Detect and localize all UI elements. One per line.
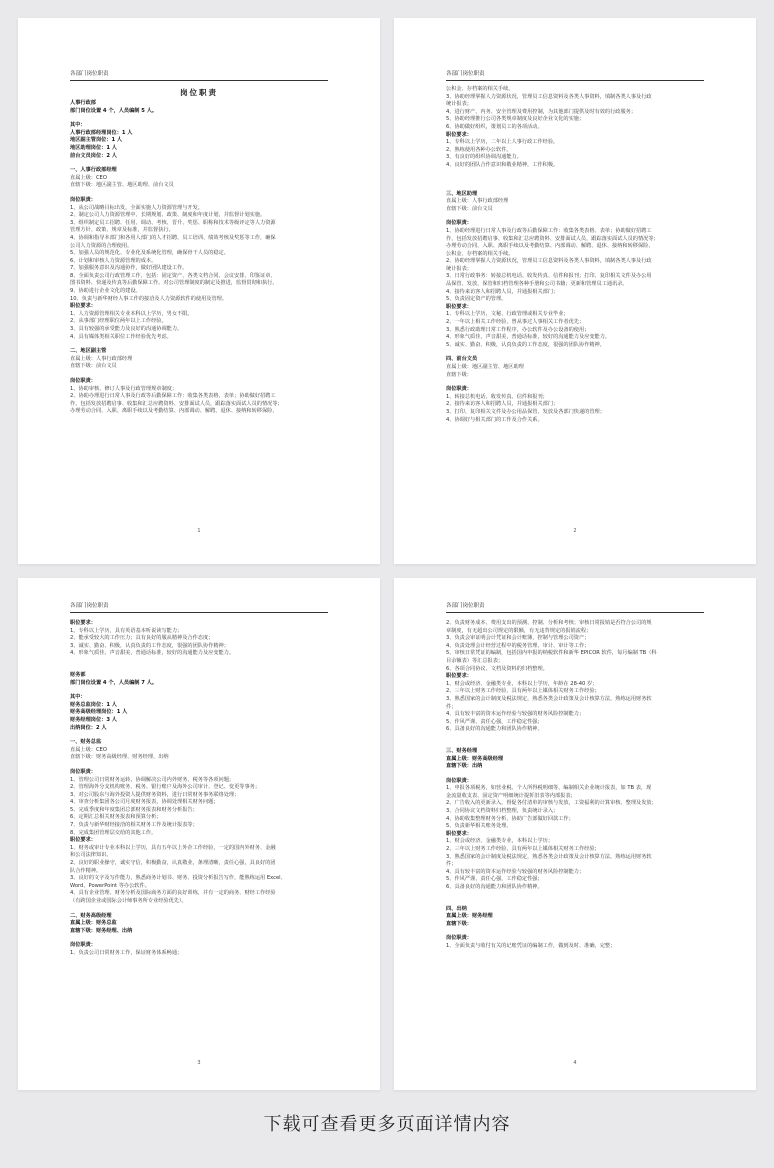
text-line: 4、审查分析集团各公司月度财务报表，协调处理相关财务问题； — [70, 799, 219, 806]
text-line: 1、申报各项税务，如营业税、个人所得税明细等，编制相关企业统计报表，如 TB 表，现 — [446, 785, 652, 792]
text-line: 5、协助经理推行公司各类规章制度及良好企业文化的实施； — [446, 116, 585, 123]
text-line: 6、定期汇总相关财务报表和预算分析； — [70, 814, 162, 821]
spacer — [70, 341, 328, 348]
spacer — [446, 741, 704, 748]
text-line: 5、负责固定资产的管理。 — [446, 296, 507, 303]
section-heading-line: 人事行政部 — [70, 100, 96, 106]
spacer — [446, 899, 704, 906]
section-heading-line: 地区助理岗位：1 人 — [70, 144, 117, 151]
text-line: 2、一年以上相关工作经验，曾从事过人事相关工作者优先； — [446, 319, 585, 326]
section-heading-line: 职位要求： — [70, 837, 96, 844]
text-line: 4、协调和指导本部门和各用人部门的人才招聘、员工培训、绩效考核及奖惩等工作，确保 — [70, 234, 276, 241]
page-header: 各部门岗位职责 — [446, 70, 704, 81]
text-line: 2、能承受较大的工作压力；具有良好的服从精神及合作态度； — [70, 635, 214, 642]
page-body — [446, 86, 704, 424]
text-line: 3、日常行政事务：转接总机电话、收发传真、信件和报刊；打印、复印相关文件及办公用 — [446, 273, 652, 280]
text-line: 统计报表； — [446, 265, 472, 272]
spacer — [70, 906, 328, 913]
section-heading-line: 职位要求： — [446, 830, 472, 837]
spacer — [446, 177, 704, 184]
spacer — [70, 371, 328, 378]
section-heading-line: 直属上级：财务经理 — [446, 913, 493, 920]
spacer — [446, 213, 704, 220]
text-line: 5、诚实、勤奋、积极，认真负责的工作态度，很强的团队协作精神。 — [446, 341, 605, 348]
section-heading-line: 财务部 — [70, 671, 86, 678]
section-heading-line: 岗位职责： — [70, 942, 96, 949]
text-line: 2、从事部门经理职位两年以上工作经验。 — [70, 318, 167, 325]
spacer — [70, 115, 328, 122]
spacer — [446, 184, 704, 191]
section-heading-line: 四、前台文员 — [446, 356, 478, 363]
spacer — [70, 762, 328, 769]
text-line: 公积金、存档案的相关手续。 — [446, 86, 514, 92]
text-line: 直属上级：CEO — [70, 746, 107, 753]
text-line: 直属上级：人事行政部经理 — [70, 355, 133, 362]
section-heading-line: 职位要求： — [70, 303, 96, 310]
document-title: 岗位职责 — [180, 88, 218, 97]
section-heading-line: 岗位职责： — [446, 220, 472, 227]
section-heading-line: 直辖下级：出纳 — [446, 763, 483, 770]
text-line: 直属上级：CEO — [70, 174, 107, 181]
text-line: 1、管理公司日常财务运转，协调解决公司内外财务、税务等各项问题； — [70, 776, 235, 783]
section-heading-line: 直辖下级：财务经理、出纳 — [70, 927, 133, 934]
text-line: 6、各项合同协议、文档及资料的归档整理。 — [446, 665, 548, 672]
text-line: 10、负责与新华财经人事工作的接洽及人力资源软件的使用及管理。 — [70, 295, 228, 302]
text-line: 1、专科以上学历，具有英语基本听说读写能力； — [70, 627, 183, 634]
section-heading-line: 财务经理岗位：3 人 — [70, 716, 117, 723]
spacer — [446, 892, 704, 899]
section-heading-line: 二、财务高级经理 — [70, 912, 112, 919]
section-heading-line: 直属上级：财务总监 — [70, 920, 117, 927]
text-line: 2、管理海外分支机构账务、税务、银行账户及海外公司审计、登记、变更等事务； — [70, 784, 261, 791]
text-line: 直辖下级：财务高级经理、财务经理、出纳 — [70, 754, 169, 761]
document-page-1 — [18, 18, 380, 564]
text-line: 目余额表）等汇总报表； — [446, 657, 504, 664]
text-line: 9、协助进行企业文化的建设。 — [70, 288, 141, 295]
text-line: 金流量收支表、固定资产明细统计提折旧表等内部报表； — [446, 792, 576, 799]
text-line: 8、全面负责公司行政管理工作，包括：固定资产、各类文档合同、会议安排、印鉴证章、 — [70, 272, 276, 279]
text-line: 3、组织制定员工招聘、任用、调动、考核、晋升、奖惩、职称和技术等级评定等人力资源 — [70, 219, 276, 226]
text-line: 5、作风严谨、责任心强，工作稳定性强； — [446, 876, 543, 883]
document-page-4 — [394, 578, 756, 1090]
text-line: 1、协助经理进行日常人事及行政等后勤保障工作：收集各类表格、表单；协助做好招聘工 — [446, 227, 652, 234]
text-line: 直属上级：人事行政部经理 — [446, 198, 509, 205]
text-line: 6、具备良好的沟通能力和团队协作精神。 — [446, 884, 543, 890]
page-body — [446, 620, 704, 951]
spacer — [70, 658, 328, 665]
page-header: 各部门岗位职责 — [446, 602, 704, 613]
text-line: 6、协助做好组织，策划员工的各项活动。 — [446, 123, 543, 130]
text-line: 公司人力资源的合理使用。 — [70, 242, 133, 249]
section-heading-line: 地区副主管岗位：1 人 — [70, 137, 123, 144]
section-heading-line: 其中： — [70, 122, 86, 129]
section-heading-line: 部门岗位设置 4 个，人员编制 5 人。 — [70, 107, 158, 114]
text-line: 件； — [446, 861, 457, 868]
text-line: 5、审核日常凭证的编制，包括国内申报的纳税软件和新华 EPICOR 软件，每月编制 TB（科 — [446, 650, 657, 657]
text-line: 公积金、存档案的相关手续。 — [446, 250, 514, 257]
text-line: 6、具备良好的沟通能力和团队协作精神。 — [446, 726, 543, 733]
page-body — [70, 86, 328, 416]
text-line: 直辖下级：地区副主管、地区助理、前台文员 — [70, 182, 174, 189]
text-line: 4、具有媒体类相关职位工作经验优先考虑。 — [70, 333, 172, 340]
text-line: 件； — [446, 703, 457, 710]
download-more-caption[interactable]: 下载可查看更多页面详情内容 — [263, 1114, 511, 1135]
text-line: 1、专科以上学历，二年以上人事行政工作经验。 — [446, 139, 559, 146]
section-heading-line: 岗位职责： — [70, 378, 96, 384]
text-line: 4、负责处理会计经营过程中的税务管理、审计、审计等工作； — [446, 642, 590, 649]
text-line: 3、负责会审证明会计凭证和会计账簿，控制与管理公司资产； — [446, 635, 590, 642]
section-heading-line: 职位要求： — [446, 673, 472, 680]
text-line: 2、三年以上财务工作经验，具有两年以上媒体相关财务工作经验； — [446, 688, 600, 695]
text-line: 4、协助收集整理财务分析、协助广告部做好回款工作； — [446, 815, 574, 822]
section-heading-line: 职位要求： — [446, 131, 472, 138]
text-line: 管理方针、政策、规章及标准，并监督执行。 — [70, 227, 174, 234]
page-header: 各部门岗位职责 — [70, 602, 328, 613]
section-heading-line: 部门岗位设置 4 个，人员编制 7 人。 — [70, 679, 158, 686]
text-line: 图书资料、快递及传真等后勤保障工作。对公司管理制度的制定及推进，监督贯彻和执行。 — [70, 280, 278, 287]
text-line: 3、具有较强的承受能力及良好的沟通协调能力。 — [70, 326, 183, 333]
spacer — [70, 935, 328, 942]
text-line: 2、熟练使用各种办公软件。 — [446, 146, 512, 153]
section-heading-line: 前台文员岗位：2 人 — [70, 152, 117, 159]
page-number: 1 — [197, 528, 201, 534]
text-line: 6、计划和审核人力资源管理的成本。 — [70, 257, 157, 264]
text-line: 2、协助经理掌握人力资源状况，管理员工信息资料及各类人事资料，填制各类人事及行政 — [446, 258, 652, 265]
spacer — [70, 190, 328, 197]
text-line: 3、良好的文字及写作能力，熟悉商务计划书、财务、投资分析报告写作，能熟练运用 Excel、 — [70, 875, 286, 882]
text-line: Word、PowerPoint 等办公软件。 — [70, 882, 150, 889]
text-line: 4、形象气质佳，声音甜美，普通话标准，较好的沟通能力及应变能力。 — [446, 334, 611, 341]
text-line: 3、协助经理掌握人力资源状况，管理员工信息资料及各类人事资料，填制各类人事及行政 — [446, 93, 652, 100]
section-heading-line: 二、地区副主管 — [70, 348, 107, 355]
section-heading-line: 职位要求： — [446, 303, 472, 310]
text-line: 2、良好的职业操守，诚实守信，积极勤奋，认真敬业，条理清晰，责任心强，具良好的团 — [70, 860, 276, 867]
text-line: 统计报表； — [446, 101, 472, 108]
page-header: 各部门岗位职责 — [70, 70, 328, 81]
section-heading-line: 财务总监岗位：1 人 — [70, 701, 117, 708]
section-heading-line: 直属上级：财务高级经理 — [446, 755, 504, 762]
section-heading-line: 财务高级经理岗位：1 人 — [70, 709, 128, 716]
text-line: 2、负责财务成本、费用支出的预测、控制、分析和考核；审核日常报销是否符合公司的规 — [446, 620, 652, 626]
text-line: 和公司法律知识。 — [70, 852, 112, 859]
section-heading-line: 直辖下级： — [446, 920, 472, 927]
text-line: 3、诚实、勤奋、积极，认真负责的工作态度，很强的团队协作精神； — [70, 642, 229, 649]
section-heading-line: 岗位职责： — [446, 935, 472, 942]
text-line: 直辖下级：前台文员 — [446, 205, 493, 212]
section-heading-line: 人事行政部经理岗位：1 人 — [70, 129, 133, 136]
text-line: 3、有良好的组织协调沟通能力。 — [446, 154, 522, 161]
section-heading-line: 三、地区助理 — [446, 190, 478, 197]
text-line: 作，包括发放招聘启事、收集和汇总应聘资料、安排面试人员，跟踪落实面试人员的情况等； — [70, 400, 283, 407]
section-heading-line: 其中： — [70, 694, 86, 701]
text-line: 2、三年以上财务工作经验，具有两年以上媒体相关财务工作经验； — [446, 846, 600, 853]
text-line: 7、加强服务意识及沟通协作，做好团队建设工作。 — [70, 265, 188, 272]
spacer — [446, 379, 704, 386]
section-heading-line: 出纳岗位：2 人 — [70, 724, 107, 731]
spacer — [70, 732, 328, 739]
text-line: 1、人力资源管理相关专业本科以上学历，男女不限。 — [70, 310, 193, 317]
spacer — [70, 687, 328, 694]
spacer — [446, 734, 704, 741]
text-line: 2、接待来访客人和招聘人员，并通报相关部门； — [446, 401, 559, 408]
section-heading-line: 一、人事行政部经理 — [70, 167, 117, 174]
text-line: 3、熟悉行政助理日常工作程序，办公软件及办公设备的使用； — [446, 326, 590, 333]
text-line: 3、熟悉国家的会计制度及税法规定，熟悉各类会计政策及会计核算方法，熟练运用财务软 — [446, 853, 652, 860]
text-line: 3、对公司股东与海外投资人提供财务资料，进行日常财务事务联络处理； — [70, 791, 240, 798]
text-line: 4、具有企业管理、财务分析及国际商务方面的良好训练，并有一定的商务、财经工作经验 — [70, 890, 276, 897]
text-line: 5、作风严谨、责任心强，工作稳定性强； — [446, 718, 543, 725]
text-line: 1、专科以上学历，文秘、行政管理或相关专业毕业； — [446, 311, 569, 318]
page-number: 3 — [197, 1060, 201, 1066]
text-line: 办理劳动合同、入职、离职手续以及考勤结算、内部调动、解聘、退休、接纳和转移保险、 — [70, 408, 278, 415]
section-heading-line: 岗位职责： — [70, 768, 96, 775]
text-line: 5、加强人员的规范化、专业化及系统化管理，确保骨干人员的稳定。 — [70, 250, 229, 257]
section-heading-line: 岗位职责： — [446, 777, 472, 784]
spacer — [446, 349, 704, 356]
section-heading-line: 岗位职责： — [446, 386, 472, 393]
text-line: （有跨国企业或国际会计师事务所专业经验优先）。 — [70, 898, 187, 904]
text-line: 2、制定公司人力资源管理中、长期规划、政策、制度和年度计划，并监督计划实施。 — [70, 212, 266, 219]
page-number: 4 — [573, 1060, 577, 1066]
section-heading-line: 岗位职责： — [70, 196, 96, 203]
text-line: 8、完成集团管理层交给的其他工作。 — [70, 829, 157, 836]
text-line: 直辖下级：前台文员 — [70, 363, 117, 370]
section-heading-line: 职位要求： — [70, 620, 96, 626]
page-body — [70, 620, 328, 958]
text-line: 1、负责公司日常财务工作，保证财务体系畅通； — [70, 949, 183, 956]
text-line: 队合作精神。 — [70, 867, 102, 874]
text-line: 直属上级：地区副主管、地区助理 — [446, 364, 524, 370]
section-heading-line: 一、财务总监 — [70, 739, 102, 746]
spacer — [446, 170, 704, 177]
text-line: 直辖下级： — [446, 371, 472, 378]
text-line: 5、负责新华相关账务处理。 — [446, 823, 512, 830]
text-line: 4、具有较丰富的资本运作经验与较强的财务风险控制能力； — [446, 711, 585, 718]
text-line: 1、财会或经济、金融类专业，本科以上学历，年龄在 28-40 岁； — [446, 680, 598, 687]
text-line: 品保管、发放、保管和归档管理各种手册和公司书籍；更新和管理员工通讯录。 — [446, 281, 628, 288]
text-line: 4、形象气质佳，声音甜美，普通话标准，较好的沟通能力及应变能力。 — [70, 650, 235, 657]
text-line: 1、从公司战略目标出发，全面实施人力资源管理与开发。 — [70, 204, 203, 211]
text-line: 3、熟悉国家的会计制度及税法规定，熟悉各类会计政策及会计核算方法，熟练运用财务软 — [446, 695, 652, 702]
text-line: 4、良好的团队合作意识和敬业精神，工作积极。 — [446, 161, 559, 168]
spacer — [446, 928, 704, 935]
text-line: 1、财务或审计专业本科以上学历，具有五年以上外企工作经验，一定的国内外财务、金融 — [70, 844, 276, 851]
spacer — [70, 665, 328, 672]
spacer — [446, 771, 704, 778]
section-heading-line: 四、出纳 — [446, 905, 467, 912]
text-line: 2、协助办理进行日常人事及行政等后勤保障工作：收集各类表格、表单；协助做好招聘工 — [70, 393, 276, 400]
text-line: 7、负责与新华财经接洽的相关财务工作及统计报表等； — [70, 822, 198, 829]
text-line: 2、广告收入的更新录入，督促各付清单的审核与发放，工资福利的计算审核、整理及发放； — [446, 800, 657, 807]
text-line: 3、合同协议文档资料归档整理，负责统计录入； — [446, 808, 559, 815]
document-page-2 — [394, 18, 756, 564]
text-line: 办理劳动合同、入职、离职手续以及考勤结算、内部调动、解聘、退休、接纳和转移保险、 — [446, 243, 654, 250]
text-line: 5、完成季度和年度集团总部财务报表和财务分析报告； — [70, 806, 198, 813]
text-line: 章制度，有无超出公司规定的限额，有无违背规定的报销流程； — [446, 627, 592, 634]
text-line: 4、协调好与相关部门的工作及合作关系。 — [446, 416, 543, 423]
text-line: 4、具有较丰富的资本运作经验与较强的财务风险控制能力； — [446, 868, 585, 875]
text-line: 1、协助审核、修订人事及行政管理规章制度； — [70, 385, 178, 392]
text-line: 作，包括发放招聘启事、收集和汇总应聘资料、安排面试人员，跟踪落实面试人员的情况等； — [446, 235, 659, 242]
document-page-3 — [18, 578, 380, 1090]
page-number: 2 — [573, 528, 577, 534]
text-line: 3、打印、复印相关文件及办公用品保管、发放及各部门快递的管理； — [446, 408, 605, 415]
text-line: 1、全面负责与收付有关的记账凭证的编制工作，做到及时、准确、完整； — [446, 942, 616, 949]
text-line: 1、转接总机电话，收发传真、信件和报刊； — [446, 393, 548, 400]
text-line: 1、财会或经济、金融类专业，本科以上学历； — [446, 838, 554, 845]
text-line: 4、进行财产、内务、安全管理及费用控制，为其他部门提供及时有效的行政服务； — [446, 108, 637, 115]
section-heading-line: 三、财务经理 — [446, 747, 478, 754]
text-line: 4、接待来访客人和招聘人员，并通报相关部门； — [446, 288, 559, 295]
